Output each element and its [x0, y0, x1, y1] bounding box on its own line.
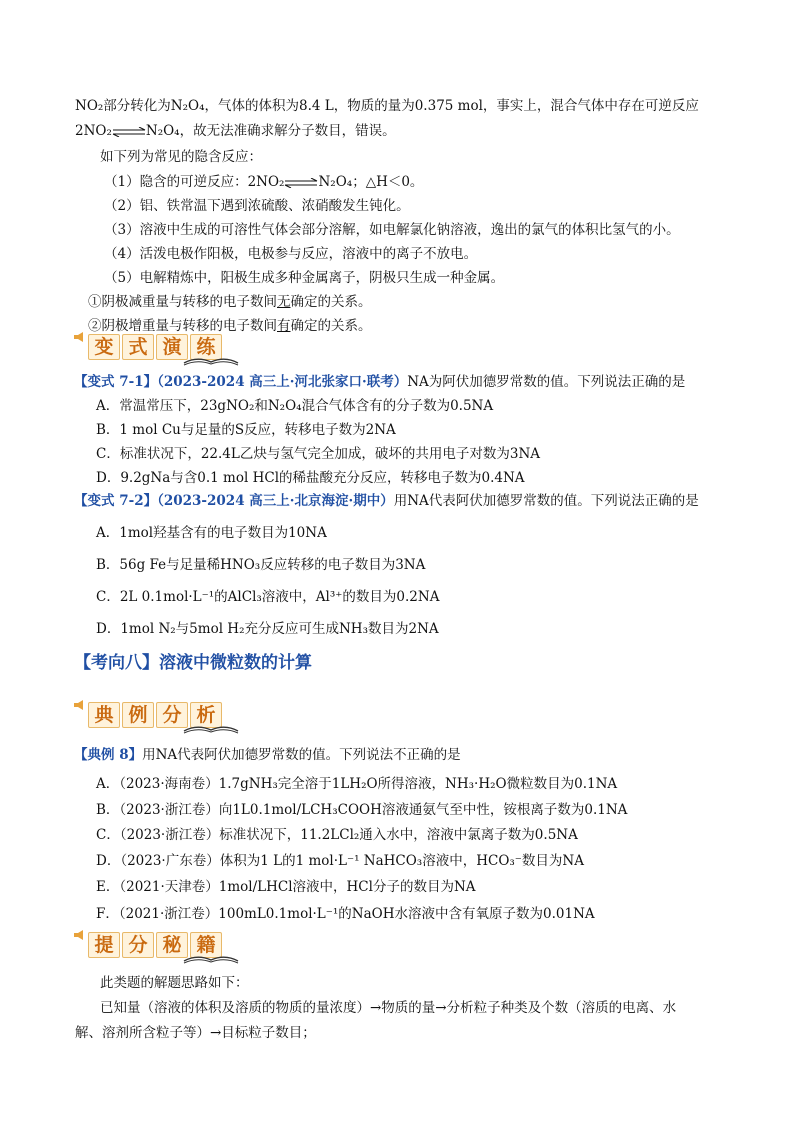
intro-line-2	[75, 122, 396, 140]
ex8-option-e: E．（2021·天津卷）1mol/LHCl溶液中，HCl分子的数目为NA	[96, 879, 476, 895]
banner-tips-char-1: 提	[88, 932, 120, 958]
note-2-a: ②阴极增重量与转移的电子数间	[88, 318, 277, 334]
horn-icon	[74, 700, 86, 710]
intro-line-1: NO₂部分转化为N₂O₄，气体的体积为8.4 L，物质的量为0.375 mol，事实上，混合气体中存在可逆反应	[75, 98, 699, 114]
ex71-option-d: D．9.2gNa与含0.1 mol HCl的稀盐酸充分反应，转移电子数为0.4NA	[96, 470, 525, 486]
banner-example	[74, 698, 244, 732]
ex8-option-f: F．（2021·浙江卷）100mL0.1mol·L⁻¹的NaOH水溶液中含有氧原子数为0.01NA	[96, 906, 595, 922]
hidden-item-4: （4）活泼电极作阳极，电极参与反应，溶液中的离子不放电。	[104, 246, 478, 262]
hidden-item-3: （3）溶液中生成的可溶性气体会部分溶解，如电解氯化钠溶液，逸出的氯气的体积比氢气的小。	[104, 222, 680, 238]
ex72-option-c: C．2L 0.1mol·L⁻¹的AlCl₃溶液中，Al³⁺的数目为0.2NA	[96, 589, 440, 605]
ex71-option-a: A．常温常压下，23gNO₂和N₂O₄混合气体含有的分子数为0.5NA	[96, 398, 494, 414]
section-title: 【考向八】溶液中微粒数的计算	[74, 653, 312, 673]
banner-practice-char-1: 变	[88, 334, 120, 360]
banner-example-char-1: 典	[88, 702, 120, 728]
banner-tips	[74, 928, 244, 962]
note-2-b: 确定的关系。	[290, 318, 372, 334]
ex72-option-a: A．1mol羟基含有的电子数目为10NA	[96, 525, 327, 541]
ex8-option-c: C．（2023·浙江卷）标准状况下，11.2LCl₂通入水中，溶液中氯离子数为0.5NA	[96, 827, 578, 843]
ex71-question: NA为阿伏加德罗常数的值。下列说法正确的是	[407, 374, 686, 390]
banner-practice	[74, 330, 244, 364]
ex8-tag: 【典例 8】	[74, 747, 143, 763]
book-icon	[182, 954, 240, 964]
ex72-tag: 【变式 7-2】	[74, 493, 158, 509]
tips-line-3: 解、溶剂所含粒子等）→目标粒子数目；	[75, 1025, 316, 1041]
banner-tips-char-3: 秘	[156, 932, 188, 958]
ex72-option-d: D．1mol N₂与5mol H₂充分反应可生成NH₃数目为2NA	[96, 621, 439, 637]
banner-practice-char-3: 演	[156, 334, 188, 360]
banner-practice-char-2: 式	[122, 334, 154, 360]
note-2-underline: 有	[277, 318, 291, 334]
equation-right: N₂O₄，故无法准确求解分子数目，错误。	[145, 123, 396, 139]
ex71-option-c: C．标准状况下，22.4L乙炔与氢气完全加成，破坏的共用电子对数为3NA	[96, 446, 541, 462]
ex8-header	[74, 746, 461, 764]
banner-tips-char-2: 分	[122, 932, 154, 958]
ex71-header	[74, 373, 685, 391]
book-icon	[182, 356, 240, 366]
hidden-item-1	[104, 173, 423, 191]
banner-practice-char-4: 练	[190, 334, 222, 360]
ex71-option-b: B．1 mol Cu与足量的S反应，转移电子数为2NA	[96, 422, 396, 438]
ex8-option-d: D．（2023·广东卷）体积为1 L的1 mol·L⁻¹ NaHCO₃溶液中，HCO₃⁻数目为NA	[96, 853, 584, 869]
tips-line-1: 此类题的解题思路如下：	[100, 975, 249, 991]
note-1-a: ①阴极减重量与转移的电子数间	[88, 294, 277, 310]
hidden-item-1-text-a: （1）隐含的可逆反应：2NO₂	[104, 174, 285, 190]
ex72-header	[74, 492, 699, 510]
horn-icon	[74, 930, 86, 940]
horn-icon	[74, 332, 86, 342]
note-1-b: 确定的关系。	[290, 294, 372, 310]
reversible-arrow-icon	[284, 178, 318, 188]
ex72-question: 用NA代表阿伏加德罗常数的值。下列说法正确的是	[393, 493, 699, 509]
ex72-option-b: B．56g Fe与足量稀HNO₃反应转移的电子数目为3NA	[96, 557, 426, 573]
banner-example-char-4: 析	[190, 702, 222, 728]
hidden-item-1-text-b: N₂O₄；△H＜0。	[318, 174, 424, 190]
note-1-underline: 无	[277, 294, 291, 310]
hidden-item-5: （5）电解精炼中，阳极生成多种金属离子，阴极只生成一种金属。	[104, 270, 505, 286]
ex71-tag: 【变式 7-1】	[74, 374, 158, 390]
tips-line-2: 已知量（溶液的体积及溶质的物质的量浓度）→物质的量→分析粒子种类及个数（溶质的电离、水	[100, 1000, 677, 1016]
reversible-arrow-icon	[112, 127, 146, 137]
book-icon	[182, 724, 240, 734]
banner-tips-char-4: 籍	[190, 932, 222, 958]
ex8-option-b: B．（2023·浙江卷）向1L0.1mol/LCH₃COOH溶液通氨气至中性，铵根离子数为0.1NA	[96, 802, 628, 818]
ex71-source: （2023-2024 高三上·河北张家口·联考）	[157, 374, 408, 390]
equation-left: 2NO₂	[75, 123, 112, 139]
ex8-question: 用NA代表阿伏加德罗常数的值。下列说法不正确的是	[142, 747, 461, 763]
hidden-reactions-title: 如下列为常见的隐含反应：	[100, 149, 262, 165]
banner-example-char-2: 例	[122, 702, 154, 728]
ex8-option-a: A．（2023·海南卷）1.7gNH₃完全溶于1LH₂O所得溶液，NH₃·H₂O微粒数目为0.1NA	[96, 776, 618, 792]
note-1	[88, 293, 372, 311]
banner-example-char-3: 分	[156, 702, 188, 728]
hidden-item-2: （2）铝、铁常温下遇到浓硫酸、浓硝酸发生钝化。	[104, 198, 410, 214]
ex72-source: （2023-2024 高三上·北京海淀·期中）	[157, 493, 394, 509]
